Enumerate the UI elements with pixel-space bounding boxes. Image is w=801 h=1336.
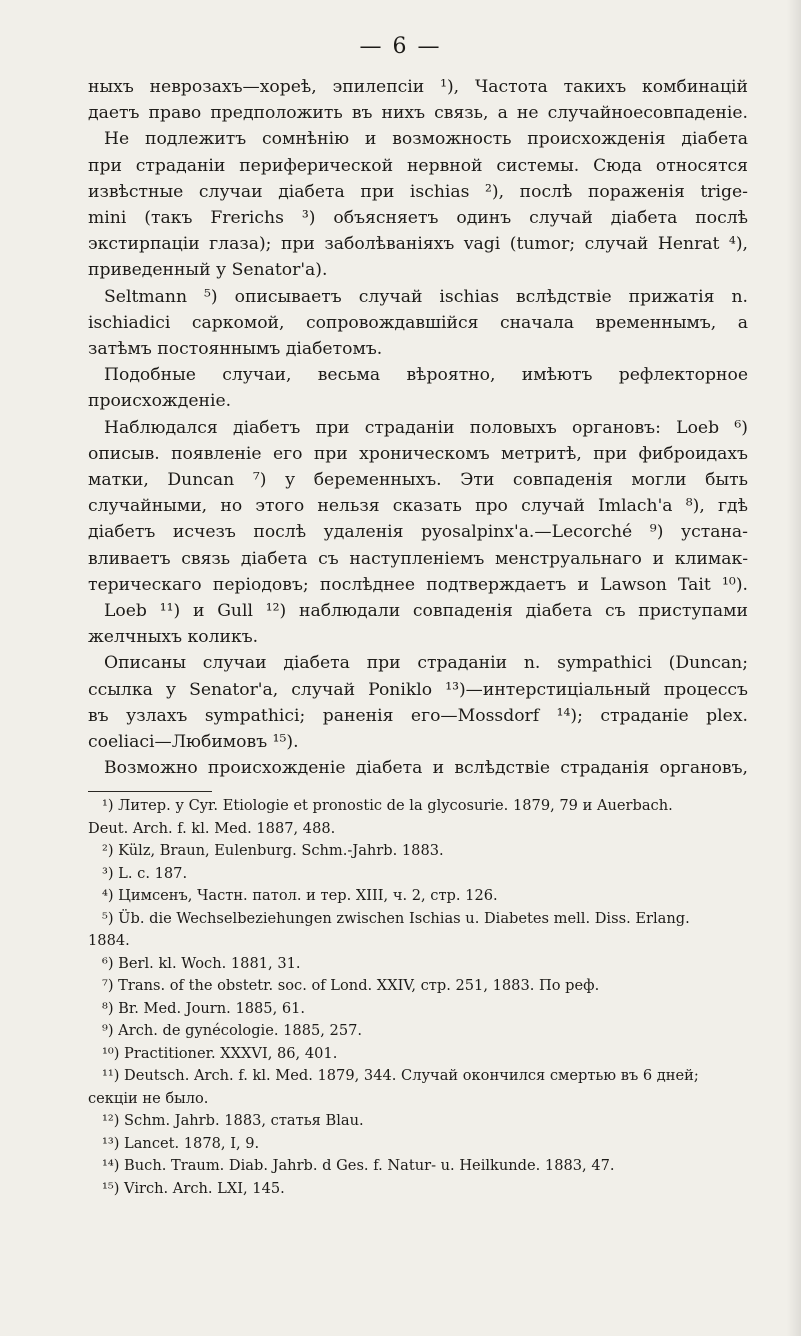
footnote-line: ⁷) Trans. of the obstetr. soc. of Lond. XXIV, стр. 251, 1883. По реф.	[102, 977, 600, 994]
footnote-line: ⁸) Br. Med. Journ. 1885, 61.	[102, 999, 306, 1017]
footnote-line: ¹⁴) Buch. Traum. Diab. Jahrb. d Ges. f. Natur- u. Heilkunde. 1883, 47.	[102, 1157, 615, 1174]
body-line: описыв. появленіе его при хроническомъ метритѣ, при фиброидахъ	[88, 443, 748, 464]
footnote-line: ¹³) Lancet. 1878, I, 9.	[102, 1134, 260, 1152]
body-line: Описаны случаи діабета при страданіи n. sympathici (Duncan;	[104, 653, 748, 674]
body-line: въ узлахъ sympathici; раненія его—Mossdorf ¹⁴); страданіе plex.	[88, 705, 748, 726]
body-line: Не подлежитъ сомнѣнію и возможность происхожденія діабета	[104, 129, 748, 150]
body-line: coeliaci—Любимовъ ¹⁵).	[88, 732, 299, 753]
footnote-line: ¹¹) Deutsch. Arch. f. kl. Med. 1879, 344. Случай окончился смертью въ 6 дней;	[102, 1067, 699, 1084]
body-line: случайными, но этого нельзя сказать про случай Imlach'a ⁸), гдѣ	[88, 496, 748, 517]
footnote-line: ²) Külz, Braun, Eulenburg. Schm.-Jahrb. 1883.	[102, 842, 444, 859]
footnote-line: ⁵) Üb. die Wechselbeziehungen zwischen Ischias u. Diabetes mell. Diss. Erlang.	[102, 909, 690, 927]
footnote-line: ⁹) Arch. de gynécologie. 1885, 257.	[102, 1022, 363, 1039]
body-line: матки, Duncan ⁷) у беременныхъ. Эти совпаденія могли быть	[88, 470, 748, 491]
footnote-line: ¹⁵) Virch. Arch. LXI, 145.	[102, 1179, 285, 1197]
footnotes	[88, 795, 750, 1200]
body-line: Наблюдался діабетъ при страданіи половыхъ органовъ: Loeb ⁶)	[104, 417, 748, 438]
body-line: Подобные случаи, весьма вѣроятно, имѣютъ рефлекторное	[104, 365, 748, 386]
body-line: ссылка у Senator'a, случай Poniklo ¹³)—интерстиціальный процессъ	[88, 679, 748, 700]
body-line: вливаетъ связь діабета съ наступленіемъ менструальнаго и климак-	[88, 548, 748, 569]
body-line: приведенный у Senator'a).	[88, 260, 328, 281]
body-line: Seltmann ⁵) описываетъ случай ischias вслѣдствіе прижатія n.	[104, 286, 748, 307]
footnote-line: ¹⁰) Practitioner. XXXVI, 86, 401.	[102, 1044, 338, 1062]
page-edge-shadow	[787, 0, 801, 1336]
body-line: извѣстные случаи діабета при ischias ²), послѣ пораженія trige-	[88, 181, 748, 202]
body-line: затѣмъ постояннымъ діабетомъ.	[88, 339, 383, 360]
body-text	[88, 74, 748, 781]
body-line: происхожденіе.	[88, 391, 232, 412]
footnote-line: ¹) Литер. у Cyr. Etiologie et pronostic de la glycosurie. 1879, 79 и Auerbach.	[102, 797, 673, 814]
footnote-line: ⁶) Berl. kl. Woch. 1881, 31.	[102, 954, 301, 972]
body-line: діабетъ исчезъ послѣ удаленія pyosalpinx'a.—Lecorché ⁹) устана-	[88, 522, 748, 543]
footnote-line: ³) L. c. 187.	[102, 864, 188, 882]
footnote-line: секціи не было.	[88, 1089, 209, 1107]
footnote-line: ⁴) Цимсенъ, Частн. патол. и тер. XIII, ч. 2, стр. 126.	[102, 887, 498, 904]
body-line: ныхъ неврозахъ—хореѣ, эпилепсіи ¹), Частота такихъ комбинацій	[88, 77, 748, 97]
body-line: терическаго періодовъ; послѣднее подтверждаетъ и Lawson Tait ¹⁰).	[88, 574, 748, 595]
body-line: mini (такъ Frerichs ³) объясняетъ одинъ случай діабета послѣ	[88, 208, 748, 229]
body-line: экстирпаціи глаза); при заболѣваніяхъ vagi (tumor; случай Henrat ⁴),	[88, 234, 748, 255]
body-line: даетъ право предположить въ нихъ связь, а не случайноесовпаденіе.	[88, 103, 748, 124]
footnote-line: Deut. Arch. f. kl. Med. 1887, 488.	[88, 819, 336, 837]
footnote-line: ¹²) Schm. Jahrb. 1883, статья Blau.	[102, 1112, 364, 1129]
page-number: — 6 —	[359, 34, 442, 59]
body-line: желчныхъ коликъ.	[88, 627, 259, 648]
body-line: при страданіи периферической нервной системы. Сюда относятся	[88, 155, 748, 176]
body-line: Возможно происхожденіе діабета и вслѣдствіе страданія органовъ,	[104, 758, 748, 779]
body-line: ischiadici саркомой, сопровождавшійся сначала временнымъ, а	[88, 312, 748, 333]
footnote-line: 1884.	[88, 932, 130, 949]
footnote-rule	[88, 791, 212, 792]
body-line: Loeb ¹¹) и Gull ¹²) наблюдали совпаденія діабета съ приступами	[104, 601, 748, 622]
